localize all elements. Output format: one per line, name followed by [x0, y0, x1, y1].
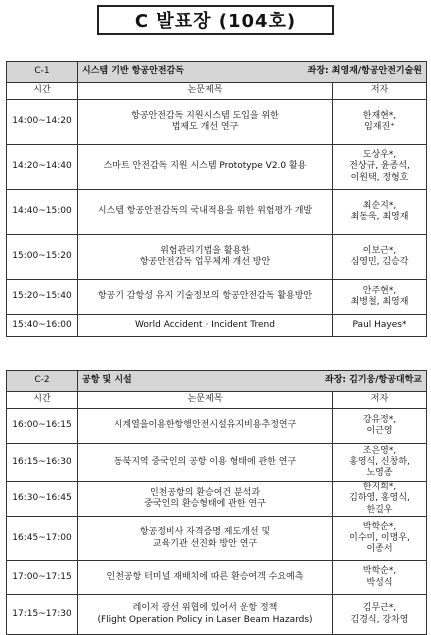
- authors-cell: [333, 444, 427, 482]
- author-line: 도상우*,: [362, 150, 397, 161]
- paper-title-cell: [78, 482, 333, 517]
- time-cell: 15:20~15:40: [7, 280, 78, 315]
- page-title: C 발표장 (104호): [97, 5, 334, 35]
- paper-title-line: 시스템 항공안전감독의 국내적용을 위한 위험평가 개발: [97, 206, 313, 217]
- session-code: C-2: [7, 371, 78, 392]
- author-line: 최순지*,: [362, 200, 397, 211]
- author-line: 김무근*,: [362, 603, 397, 614]
- paper-title-line: 인천공항 터미널 재배치에 따른 환승여객 수요예측: [106, 571, 304, 582]
- author-line: 한재현*,: [362, 110, 397, 121]
- author-line: 전상규, 윤종석,: [349, 161, 410, 172]
- authors-cell: [333, 595, 427, 635]
- session-header: [7, 371, 427, 392]
- paper-title-line: 위험관리기법을 활용한: [160, 245, 250, 256]
- column-header-time: 시간: [7, 392, 78, 409]
- table-row: [7, 561, 427, 595]
- session-table-c2: [6, 370, 427, 635]
- session-header: [7, 62, 427, 83]
- paper-title-cell: [78, 190, 333, 235]
- session-chair: 좌장: 김기웅/항공대학교: [325, 375, 422, 386]
- paper-title-line: 교육기관 선진화 방안 연구: [152, 538, 258, 549]
- table-row: [7, 517, 427, 561]
- paper-title-cell: [78, 280, 333, 315]
- time-cell: 14:40~15:00: [7, 190, 78, 235]
- author-line: 박학순*,: [362, 566, 397, 577]
- paper-title-line: 법제도 개선 연구: [171, 122, 239, 132]
- time-cell: 16:30~16:45: [7, 482, 78, 517]
- author-line: 최동욱, 최영재: [350, 212, 409, 222]
- paper-title-cell: [78, 561, 333, 595]
- time-cell: 16:45~17:00: [7, 517, 78, 561]
- table-row: [7, 595, 427, 635]
- session-name: 공항 및 시설: [82, 375, 132, 386]
- paper-title-cell: [78, 145, 333, 190]
- paper-title-cell: [78, 235, 333, 280]
- author-line: 강유정*,: [362, 414, 397, 425]
- paper-title-cell: [78, 315, 333, 337]
- table-row: [7, 280, 427, 315]
- author-line: 노영종: [366, 468, 393, 479]
- paper-title-cell: [78, 444, 333, 482]
- session-table-c1: [6, 61, 427, 337]
- table-row: [7, 444, 427, 482]
- table-row: [7, 100, 427, 145]
- time-cell: 14:00~14:20: [7, 100, 78, 145]
- time-cell: 17:15~17:30: [7, 595, 78, 635]
- time-cell: 16:15~16:30: [7, 444, 78, 482]
- paper-title-line: 항공안전감독 업무체계 개선 방안: [139, 257, 271, 267]
- column-header-paper: 논문제목: [78, 83, 333, 100]
- column-header-row: [7, 392, 427, 409]
- table-row: [7, 235, 427, 280]
- paper-title-line: 스마트 안전감독 지원 시스템 Prototype V2.0 활용: [103, 161, 307, 172]
- author-line: 임재진⁺: [364, 122, 395, 132]
- paper-title-line: 중국인의 환승형태에 관한 연구: [144, 499, 266, 509]
- authors-cell: [333, 100, 427, 145]
- author-line: 한길우: [366, 504, 393, 515]
- table-row: [7, 409, 427, 444]
- author-line: 조은영*,: [362, 445, 397, 456]
- table-row: [7, 482, 427, 517]
- authors-cell: [333, 280, 427, 315]
- session-chair: 좌장: 최영재/항공안전기술원: [307, 66, 423, 77]
- author-line: 홍영식, 신창하,: [349, 456, 410, 467]
- paper-title-line: 인천공항의 환승여건 분석과: [149, 487, 261, 498]
- author-line: 이종서: [366, 544, 393, 555]
- author-line: 김경식, 강차영: [350, 614, 409, 625]
- column-header-authors: 저자: [333, 83, 427, 100]
- author-line: Paul Hayes*: [352, 319, 407, 330]
- authors-cell: [333, 482, 427, 517]
- table-row: [7, 190, 427, 235]
- session-code: C-1: [7, 62, 78, 83]
- time-cell: 15:40~16:00: [7, 315, 78, 337]
- authors-cell: [333, 409, 427, 444]
- author-line: 이원택, 정형호: [350, 172, 409, 183]
- paper-title-line: 항공안전감독 지원시스템 도입을 위한: [131, 110, 279, 121]
- session-title-cell: [78, 62, 427, 83]
- authors-cell: [333, 315, 427, 337]
- paper-title-cell: [78, 517, 333, 561]
- paper-title-line: 시계열을이용한항행안전시설유지비용추정연구: [113, 420, 297, 431]
- author-line: 한지희*,: [362, 482, 397, 493]
- author-line: 이수미, 이명우,: [349, 532, 410, 543]
- paper-title-line: 레이저 광선 위협에 있어서 운항 정책: [132, 603, 278, 614]
- paper-title-cell: [78, 409, 333, 444]
- time-cell: 14:20~14:40: [7, 145, 78, 190]
- paper-title-line: World Accident · Incident Trend: [135, 319, 275, 330]
- paper-title-line: 항공기 감항성 유지 기술정보의 항공안전감독 활용방안: [97, 291, 313, 302]
- author-line: 김하영, 홍영식,: [349, 493, 410, 504]
- author-line: 안주현*,: [362, 285, 397, 296]
- author-line: 이보근*,: [362, 245, 397, 256]
- column-header-paper: 논문제목: [78, 392, 333, 409]
- paper-title-cell: [78, 595, 333, 635]
- table-row: [7, 315, 427, 337]
- author-line: 이근영: [366, 426, 393, 436]
- author-line: 박학순*,: [362, 521, 397, 532]
- authors-cell: [333, 517, 427, 561]
- paper-title-cell: [78, 100, 333, 145]
- time-cell: 17:00~17:15: [7, 561, 78, 595]
- column-header-authors: 저자: [333, 392, 427, 409]
- author-line: 심영민, 김승각: [350, 257, 409, 267]
- time-cell: 15:00~15:20: [7, 235, 78, 280]
- author-line: 박성식: [366, 577, 393, 588]
- paper-title-line: 항공정비사 자격증명 제도개선 및: [139, 527, 271, 538]
- author-line: 최병철, 최영재: [350, 297, 409, 307]
- time-cell: 16:00~16:15: [7, 409, 78, 444]
- column-header-row: [7, 83, 427, 100]
- column-header-time: 시간: [7, 83, 78, 100]
- authors-cell: [333, 235, 427, 280]
- authors-cell: [333, 190, 427, 235]
- table-row: [7, 145, 427, 190]
- session-name: 시스템 기반 항공안전감독: [82, 66, 184, 77]
- session-title-cell: [78, 371, 427, 392]
- paper-title-line: 동북지역 중국인의 공항 이용 형태에 관한 연구: [113, 456, 297, 467]
- authors-cell: [333, 561, 427, 595]
- paper-title-line: (Flight Operation Policy in Laser Beam Hazards): [97, 614, 313, 625]
- authors-cell: [333, 145, 427, 190]
